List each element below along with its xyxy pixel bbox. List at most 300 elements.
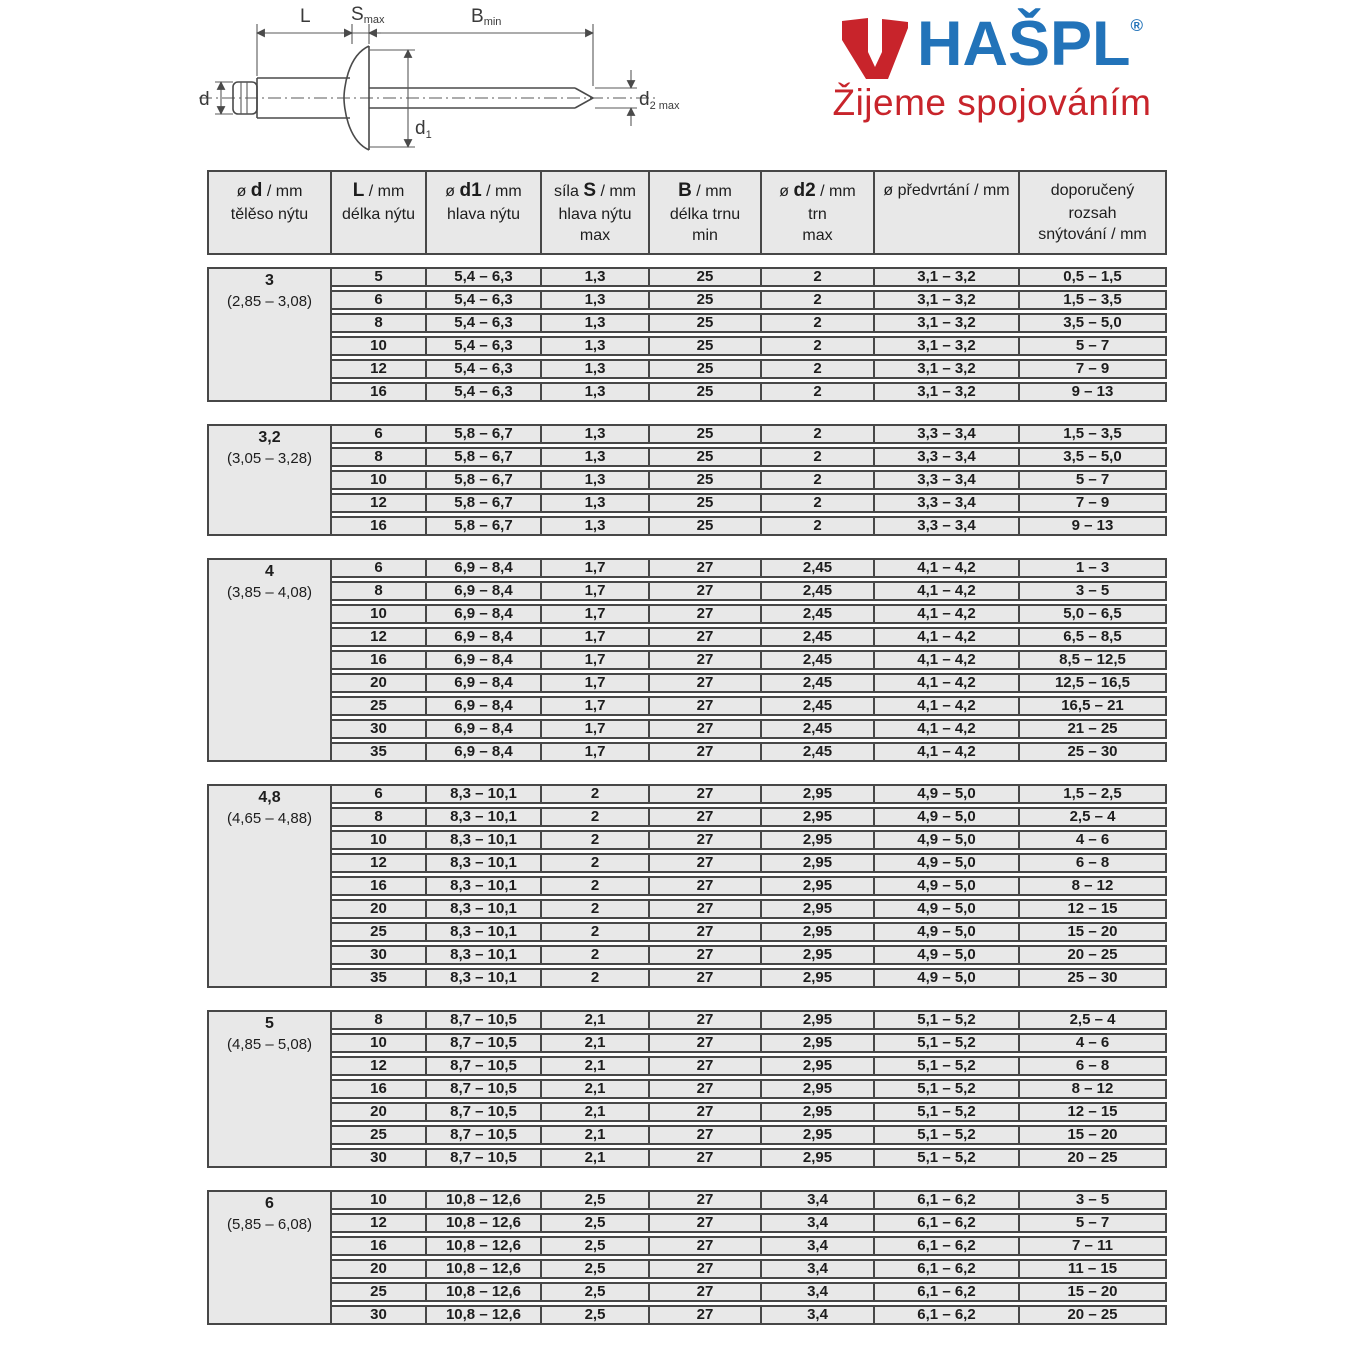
table-cell: 20: [330, 673, 427, 693]
table-cell: 21 – 25: [1018, 719, 1167, 739]
table-cell: 5,1 – 5,2: [873, 1033, 1020, 1053]
dim-subscript: min: [483, 16, 502, 28]
table-cell: 5,8 – 6,7: [425, 447, 542, 467]
dim-label-d: d: [199, 89, 210, 110]
table-cell: 6,9 – 8,4: [425, 650, 542, 670]
table-cell: 2: [760, 516, 875, 536]
table-cell: 2: [760, 470, 875, 490]
table-cell: 2,95: [760, 945, 875, 965]
table-cell: 2,1: [540, 1010, 650, 1030]
table-cell: 1,3: [540, 267, 650, 287]
table-cell: 4,1 – 4,2: [873, 581, 1020, 601]
table-cell: 27: [648, 968, 762, 988]
table-cell: 27: [648, 627, 762, 647]
table-cell: 1,3: [540, 493, 650, 513]
table-cell: 27: [648, 853, 762, 873]
table-cell: 6,9 – 8,4: [425, 558, 542, 578]
table-cell: 15 – 20: [1018, 922, 1167, 942]
table-cell: 6,9 – 8,4: [425, 673, 542, 693]
table-cell: 1,5 – 3,5: [1018, 290, 1167, 310]
dim-symbol: d: [639, 89, 650, 110]
table-cell: 6,9 – 8,4: [425, 696, 542, 716]
table-body: [207, 267, 1167, 1325]
table-cell: 2,5 – 4: [1018, 807, 1167, 827]
table-row: [330, 650, 1167, 670]
table-cell: 9 – 13: [1018, 516, 1167, 536]
size-group: [207, 784, 1167, 988]
table-cell: 2,1: [540, 1056, 650, 1076]
table-cell: 2: [540, 807, 650, 827]
table-cell: 25: [648, 290, 762, 310]
dim-symbol: d: [415, 118, 426, 139]
table-cell: 0,5 – 1,5: [1018, 267, 1167, 287]
table-cell: 5 – 7: [1018, 336, 1167, 356]
table-cell: 1,3: [540, 470, 650, 490]
table-cell: 4 – 6: [1018, 830, 1167, 850]
table-row: [330, 1148, 1167, 1168]
table-cell: 6: [330, 424, 427, 444]
table-cell: 2,45: [760, 696, 875, 716]
table-row: [330, 1236, 1167, 1256]
table-cell: 6 – 8: [1018, 853, 1167, 873]
table-cell: 6,9 – 8,4: [425, 604, 542, 624]
table-cell: 5,4 – 6,3: [425, 336, 542, 356]
table-cell: 8,7 – 10,5: [425, 1102, 542, 1122]
table-cell: 5,1 – 5,2: [873, 1148, 1020, 1168]
table-cell: 1,3: [540, 424, 650, 444]
table-row: [330, 447, 1167, 467]
table-cell: 20: [330, 1259, 427, 1279]
table-row: [330, 267, 1167, 287]
table-cell: 5,4 – 6,3: [425, 313, 542, 333]
table-cell: 4,1 – 4,2: [873, 719, 1020, 739]
table-row: [330, 673, 1167, 693]
table-cell: 8,3 – 10,1: [425, 853, 542, 873]
dim-label-Bmin: [471, 6, 501, 28]
table-cell: 4,9 – 5,0: [873, 899, 1020, 919]
table-cell: 8,3 – 10,1: [425, 922, 542, 942]
table-cell: 2,45: [760, 581, 875, 601]
group-size-label: 4,8 (4,65 – 4,88): [207, 784, 332, 988]
group-size-label: 6 (5,85 – 6,08): [207, 1190, 332, 1325]
table-cell: 6,5 – 8,5: [1018, 627, 1167, 647]
table-cell: 12 – 15: [1018, 899, 1167, 919]
dim-symbol: B: [471, 6, 484, 27]
table-row: [330, 1102, 1167, 1122]
table-row: [330, 1125, 1167, 1145]
rivet-technical-drawing: [185, 0, 705, 170]
column-header: B / mm délka trnu min: [648, 170, 762, 255]
table-cell: 4,1 – 4,2: [873, 696, 1020, 716]
table-cell: 1,7: [540, 604, 650, 624]
table-cell: 2,95: [760, 853, 875, 873]
table-cell: 6,1 – 6,2: [873, 1259, 1020, 1279]
brand-text: HAŠPL: [916, 9, 1131, 79]
registered-trademark-icon: ®: [1130, 16, 1144, 35]
table-cell: 10,8 – 12,6: [425, 1236, 542, 1256]
table-cell: 2,95: [760, 830, 875, 850]
table-row: [330, 1305, 1167, 1325]
size-group: [207, 267, 1167, 402]
table-cell: 10: [330, 336, 427, 356]
table-cell: 2,5: [540, 1305, 650, 1325]
table-cell: 2,95: [760, 1056, 875, 1076]
table-cell: 25: [330, 922, 427, 942]
table-cell: 2: [540, 899, 650, 919]
table-row: [330, 968, 1167, 988]
table-row: [330, 470, 1167, 490]
size-group: [207, 424, 1167, 536]
table-row: [330, 1213, 1167, 1233]
table-cell: 27: [648, 1236, 762, 1256]
table-cell: 6,1 – 6,2: [873, 1236, 1020, 1256]
table-cell: 2: [540, 784, 650, 804]
table-cell: 3,4: [760, 1305, 875, 1325]
table-row: [330, 313, 1167, 333]
table-cell: 3 – 5: [1018, 581, 1167, 601]
table-cell: 1,3: [540, 290, 650, 310]
table-cell: 8,3 – 10,1: [425, 784, 542, 804]
table-cell: 2: [760, 493, 875, 513]
table-cell: 2,45: [760, 627, 875, 647]
table-cell: 1,7: [540, 581, 650, 601]
table-row: [330, 581, 1167, 601]
table-row: [330, 604, 1167, 624]
table-cell: 2,1: [540, 1079, 650, 1099]
table-cell: 2: [540, 968, 650, 988]
table-cell: 16: [330, 516, 427, 536]
table-cell: 5,1 – 5,2: [873, 1056, 1020, 1076]
table-cell: 27: [648, 922, 762, 942]
table-cell: 20 – 25: [1018, 1305, 1167, 1325]
table-row: [330, 696, 1167, 716]
table-row: [330, 853, 1167, 873]
table-cell: 12: [330, 1213, 427, 1233]
table-cell: 10: [330, 1190, 427, 1210]
dim-subscript: 2 max: [649, 100, 680, 112]
column-header: doporučený rozsah snýtování / mm: [1018, 170, 1167, 255]
table-cell: 2,1: [540, 1125, 650, 1145]
table-cell: 8: [330, 807, 427, 827]
table-cell: 7 – 9: [1018, 493, 1167, 513]
table-cell: 2,95: [760, 876, 875, 896]
table-cell: 12,5 – 16,5: [1018, 673, 1167, 693]
table-cell: 6,9 – 8,4: [425, 627, 542, 647]
table-cell: 2: [760, 313, 875, 333]
table-cell: 30: [330, 719, 427, 739]
table-cell: 8,7 – 10,5: [425, 1056, 542, 1076]
table-cell: 25: [648, 267, 762, 287]
table-cell: 3,4: [760, 1259, 875, 1279]
table-cell: 6: [330, 558, 427, 578]
table-cell: 2,45: [760, 742, 875, 762]
table-cell: 10: [330, 1033, 427, 1053]
table-cell: 3,3 – 3,4: [873, 493, 1020, 513]
table-cell: 6,1 – 6,2: [873, 1213, 1020, 1233]
table-cell: 2,5: [540, 1259, 650, 1279]
table-cell: 1,5 – 2,5: [1018, 784, 1167, 804]
table-row: [330, 1259, 1167, 1279]
table-cell: 2,5: [540, 1190, 650, 1210]
table-cell: 25: [330, 696, 427, 716]
table-cell: 4,9 – 5,0: [873, 807, 1020, 827]
table-cell: 2,95: [760, 784, 875, 804]
table-cell: 8,3 – 10,1: [425, 830, 542, 850]
table-cell: 27: [648, 719, 762, 739]
table-row: [330, 807, 1167, 827]
table-row: [330, 899, 1167, 919]
group-size-label: 4 (3,85 – 4,08): [207, 558, 332, 762]
dim-label-d1: [415, 118, 432, 141]
table-cell: 3,1 – 3,2: [873, 290, 1020, 310]
table-cell: 20 – 25: [1018, 1148, 1167, 1168]
table-cell: 4,1 – 4,2: [873, 558, 1020, 578]
table-row: [330, 558, 1167, 578]
table-cell: 30: [330, 945, 427, 965]
dim-subscript: max: [363, 14, 385, 26]
table-cell: 35: [330, 968, 427, 988]
table-row: [330, 1056, 1167, 1076]
table-cell: 8: [330, 313, 427, 333]
table-cell: 1,3: [540, 447, 650, 467]
table-cell: 16: [330, 1236, 427, 1256]
table-cell: 2: [760, 359, 875, 379]
table-cell: 16,5 – 21: [1018, 696, 1167, 716]
table-cell: 3,1 – 3,2: [873, 382, 1020, 402]
table-cell: 16: [330, 876, 427, 896]
table-cell: 3,1 – 3,2: [873, 267, 1020, 287]
table-cell: 2: [540, 945, 650, 965]
table-cell: 1,3: [540, 359, 650, 379]
table-cell: 27: [648, 1056, 762, 1076]
table-cell: 4,9 – 5,0: [873, 922, 1020, 942]
table-cell: 3,3 – 3,4: [873, 516, 1020, 536]
table-cell: 15 – 20: [1018, 1282, 1167, 1302]
table-cell: 8,5 – 12,5: [1018, 650, 1167, 670]
table-cell: 30: [330, 1148, 427, 1168]
table-cell: 27: [648, 1079, 762, 1099]
table-cell: 8 – 12: [1018, 1079, 1167, 1099]
table-cell: 27: [648, 650, 762, 670]
table-cell: 27: [648, 784, 762, 804]
table-cell: 5 – 7: [1018, 1213, 1167, 1233]
dim-subscript: 1: [425, 129, 432, 141]
rivet-spec-table: [207, 170, 1167, 1325]
table-cell: 8: [330, 1010, 427, 1030]
column-header: ø d2 / mm trn max: [760, 170, 875, 255]
table-cell: 27: [648, 1125, 762, 1145]
table-cell: 8,3 – 10,1: [425, 968, 542, 988]
table-cell: 27: [648, 1213, 762, 1233]
table-cell: 27: [648, 1102, 762, 1122]
table-cell: 12: [330, 493, 427, 513]
table-cell: 27: [648, 1305, 762, 1325]
table-cell: 3,3 – 3,4: [873, 424, 1020, 444]
table-cell: 2,95: [760, 1125, 875, 1145]
table-cell: 8: [330, 581, 427, 601]
table-row: [330, 1033, 1167, 1053]
table-cell: 1,7: [540, 742, 650, 762]
table-cell: 4,1 – 4,2: [873, 650, 1020, 670]
table-cell: 1,3: [540, 313, 650, 333]
table-cell: 8,3 – 10,1: [425, 945, 542, 965]
table-row: [330, 876, 1167, 896]
table-cell: 5,8 – 6,7: [425, 493, 542, 513]
table-cell: 16: [330, 650, 427, 670]
table-cell: 27: [648, 899, 762, 919]
table-cell: 2,95: [760, 922, 875, 942]
table-cell: 5,4 – 6,3: [425, 359, 542, 379]
table-cell: 2,95: [760, 1010, 875, 1030]
table-cell: 5: [330, 267, 427, 287]
table-cell: 11 – 15: [1018, 1259, 1167, 1279]
table-cell: 2,1: [540, 1033, 650, 1053]
table-cell: 1,5 – 3,5: [1018, 424, 1167, 444]
table-row: [330, 922, 1167, 942]
table-cell: 10,8 – 12,6: [425, 1190, 542, 1210]
table-cell: 6 – 8: [1018, 1056, 1167, 1076]
table-cell: 27: [648, 1148, 762, 1168]
table-cell: 2,45: [760, 558, 875, 578]
table-cell: 2,95: [760, 1079, 875, 1099]
table-cell: 25 – 30: [1018, 742, 1167, 762]
table-cell: 27: [648, 1282, 762, 1302]
table-cell: 20: [330, 1102, 427, 1122]
table-row: [330, 290, 1167, 310]
table-cell: 3,4: [760, 1213, 875, 1233]
table-cell: 8,7 – 10,5: [425, 1033, 542, 1053]
table-cell: 2: [540, 922, 650, 942]
logo-wordmark: [916, 9, 1144, 79]
table-cell: 2: [760, 424, 875, 444]
table-cell: 3,1 – 3,2: [873, 359, 1020, 379]
table-cell: 30: [330, 1305, 427, 1325]
table-cell: 5,1 – 5,2: [873, 1079, 1020, 1099]
table-cell: 10: [330, 830, 427, 850]
table-cell: 3,5 – 5,0: [1018, 313, 1167, 333]
table-cell: 12 – 15: [1018, 1102, 1167, 1122]
table-cell: 1,7: [540, 696, 650, 716]
table-cell: 8 – 12: [1018, 876, 1167, 896]
table-cell: 10,8 – 12,6: [425, 1259, 542, 1279]
table-cell: 27: [648, 945, 762, 965]
table-cell: 3,1 – 3,2: [873, 313, 1020, 333]
table-cell: 25 – 30: [1018, 968, 1167, 988]
table-cell: 2,1: [540, 1102, 650, 1122]
table-cell: 5,8 – 6,7: [425, 516, 542, 536]
table-row: [330, 382, 1167, 402]
column-header: síla S / mm hlava nýtu max: [540, 170, 650, 255]
table-cell: 2: [760, 382, 875, 402]
table-row: [330, 424, 1167, 444]
table-cell: 5,4 – 6,3: [425, 267, 542, 287]
table-cell: 10,8 – 12,6: [425, 1305, 542, 1325]
table-cell: 2,5: [540, 1282, 650, 1302]
table-row: [330, 1190, 1167, 1210]
group-size-label: 3,2 (3,05 – 3,28): [207, 424, 332, 536]
table-cell: 8: [330, 447, 427, 467]
table-cell: 8,7 – 10,5: [425, 1079, 542, 1099]
table-cell: 7 – 11: [1018, 1236, 1167, 1256]
table-cell: 35: [330, 742, 427, 762]
haspl-logo: [792, 9, 1192, 124]
table-cell: 12: [330, 853, 427, 873]
table-cell: 27: [648, 742, 762, 762]
table-cell: 27: [648, 1259, 762, 1279]
table-cell: 3,3 – 3,4: [873, 447, 1020, 467]
dim-symbol: S: [351, 4, 364, 25]
table-cell: 3,1 – 3,2: [873, 336, 1020, 356]
table-cell: 8,7 – 10,5: [425, 1125, 542, 1145]
table-cell: 3,4: [760, 1236, 875, 1256]
table-cell: 2,5: [540, 1236, 650, 1256]
table-cell: 3,4: [760, 1190, 875, 1210]
table-row: [330, 830, 1167, 850]
table-row: [330, 1079, 1167, 1099]
table-row: [330, 359, 1167, 379]
table-cell: 25: [648, 493, 762, 513]
table-cell: 27: [648, 807, 762, 827]
table-cell: 6: [330, 784, 427, 804]
table-cell: 1,7: [540, 650, 650, 670]
table-cell: 27: [648, 673, 762, 693]
column-header: L / mm délka nýtu: [330, 170, 427, 255]
table-row: [330, 784, 1167, 804]
table-cell: 6,1 – 6,2: [873, 1282, 1020, 1302]
table-cell: 1,3: [540, 382, 650, 402]
table-row: [330, 627, 1167, 647]
table-cell: 6,1 – 6,2: [873, 1190, 1020, 1210]
table-row: [330, 336, 1167, 356]
table-cell: 1,3: [540, 516, 650, 536]
table-cell: 12: [330, 627, 427, 647]
table-cell: 8,7 – 10,5: [425, 1148, 542, 1168]
table-cell: 10,8 – 12,6: [425, 1213, 542, 1233]
table-cell: 5,1 – 5,2: [873, 1125, 1020, 1145]
table-cell: 20 – 25: [1018, 945, 1167, 965]
table-cell: 9 – 13: [1018, 382, 1167, 402]
table-cell: 4 – 6: [1018, 1033, 1167, 1053]
table-cell: 2,45: [760, 604, 875, 624]
table-cell: 16: [330, 382, 427, 402]
table-cell: 25: [648, 313, 762, 333]
table-row: [330, 493, 1167, 513]
table-cell: 3,3 – 3,4: [873, 470, 1020, 490]
table-cell: 1,7: [540, 719, 650, 739]
dim-label-L: L: [300, 6, 311, 27]
table-cell: 25: [648, 447, 762, 467]
table-cell: 5,1 – 5,2: [873, 1010, 1020, 1030]
table-cell: 27: [648, 558, 762, 578]
table-cell: 2,95: [760, 899, 875, 919]
table-cell: 27: [648, 604, 762, 624]
table-cell: 25: [648, 424, 762, 444]
table-cell: 2: [760, 267, 875, 287]
table-cell: 27: [648, 696, 762, 716]
table-cell: 4,9 – 5,0: [873, 853, 1020, 873]
table-cell: 27: [648, 1190, 762, 1210]
table-cell: 27: [648, 876, 762, 896]
table-cell: 2,45: [760, 673, 875, 693]
table-row: [330, 719, 1167, 739]
logo-u-mark-icon: [841, 18, 911, 82]
table-cell: 1,7: [540, 673, 650, 693]
table-cell: 2,1: [540, 1148, 650, 1168]
table-cell: 4,9 – 5,0: [873, 876, 1020, 896]
table-cell: 2: [540, 876, 650, 896]
table-cell: 5,8 – 6,7: [425, 424, 542, 444]
table-cell: 6,1 – 6,2: [873, 1305, 1020, 1325]
